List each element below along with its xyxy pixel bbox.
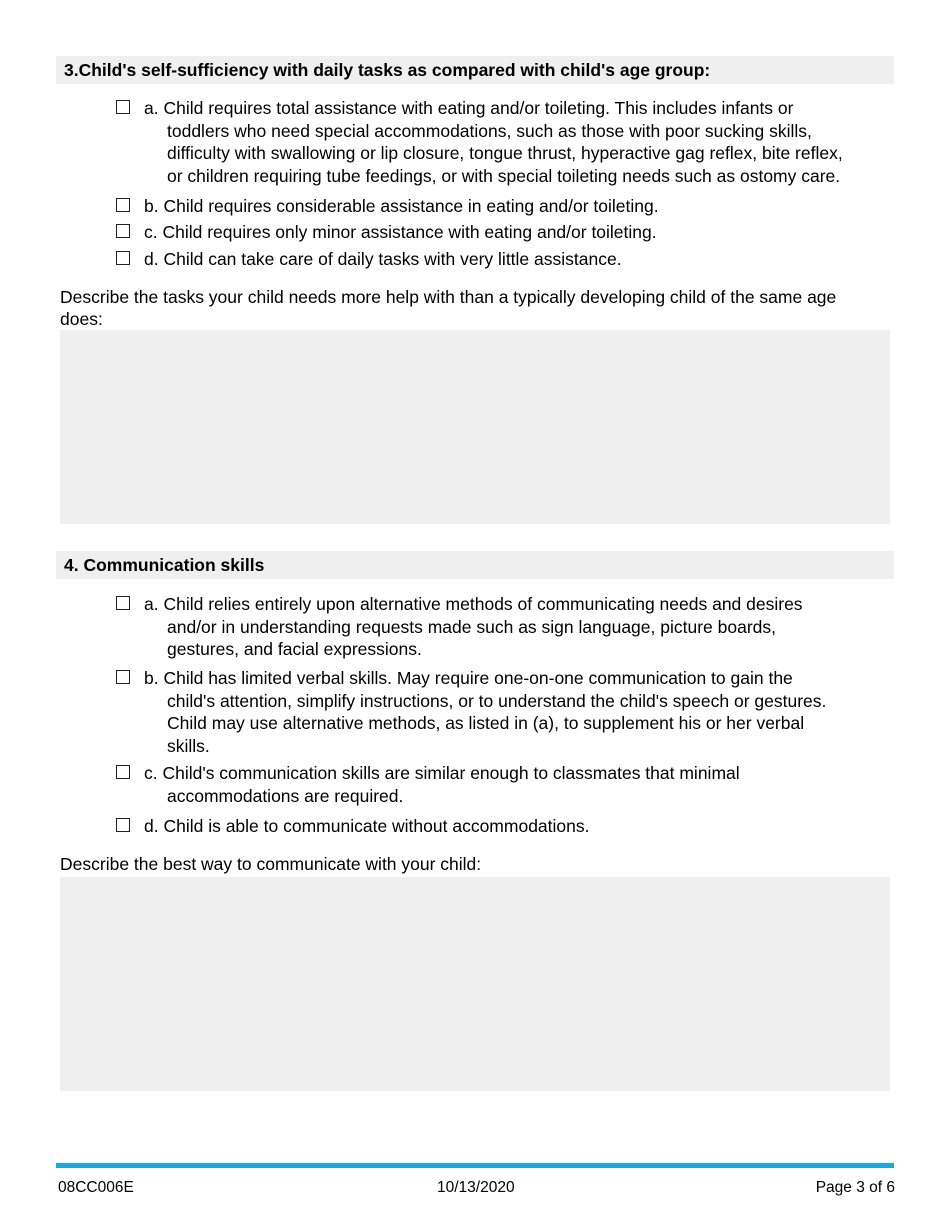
option-3b-text: b. Child requires considerable assistance in eating and/or toileting. xyxy=(144,196,659,216)
form-date: 10/13/2020 xyxy=(437,1179,515,1196)
option-4a-text: a. Child relies entirely upon alternative methods of communicating needs and desires and/or in understanding requests made such as sign language, picture boards, gestures, and facial expressions. xyxy=(144,594,803,659)
option-4d-text: d. Child is able to communicate without accommodations. xyxy=(144,816,590,836)
section-3-heading: 3.Child's self-sufficiency with daily tasks as compared with child's age group: xyxy=(56,56,894,84)
section-4-prompt: Describe the best way to communicate with your child: xyxy=(60,854,482,874)
option-4b-text: b. Child has limited verbal skills. May require one-on-one communication to gain the child's attention, simplify instructions, or to understand the child's speech or gestures. Child may use alternative methods, as listed in (a), to supplement his or her verbal skills. xyxy=(144,668,827,756)
option-3d-text: d. Child can take care of daily tasks with very little assistance. xyxy=(144,249,622,269)
form-code: 08CC006E xyxy=(58,1179,134,1196)
section-4-heading: 4. Communication skills xyxy=(56,551,894,579)
checkbox-4a[interactable] xyxy=(116,596,130,610)
checkbox-3c[interactable] xyxy=(116,224,130,238)
footer-rule xyxy=(56,1163,894,1168)
communication-answer-field[interactable] xyxy=(60,877,890,1091)
section-3-prompt: Describe the tasks your child needs more help with than a typically developing child of the same age does: xyxy=(60,287,837,329)
option-3c-text: c. Child requires only minor assistance with eating and/or toileting. xyxy=(144,222,657,242)
option-3a-text: a. Child requires total assistance with eating and/or toileting. This includes infants or toddlers who need special accommodations, such as those with poor sucking skills, difficulty with swallowing or lip closure, tongue thrust, hyperactive gag reflex, bite reflex, or children requiring tube feedings, or with special toileting needs such as ostomy care. xyxy=(144,98,843,186)
checkbox-4d[interactable] xyxy=(116,818,130,832)
checkbox-3d[interactable] xyxy=(116,251,130,265)
page-number: Page 3 of 6 xyxy=(815,1179,895,1196)
checkbox-4c[interactable] xyxy=(116,765,130,779)
checkbox-3b[interactable] xyxy=(116,198,130,212)
checkbox-4b[interactable] xyxy=(116,670,130,684)
checkbox-3a[interactable] xyxy=(116,100,130,114)
daily-tasks-answer-field[interactable] xyxy=(60,330,890,524)
option-4c-text: c. Child's communication skills are similar enough to classmates that minimal accommodations are required. xyxy=(144,763,740,806)
